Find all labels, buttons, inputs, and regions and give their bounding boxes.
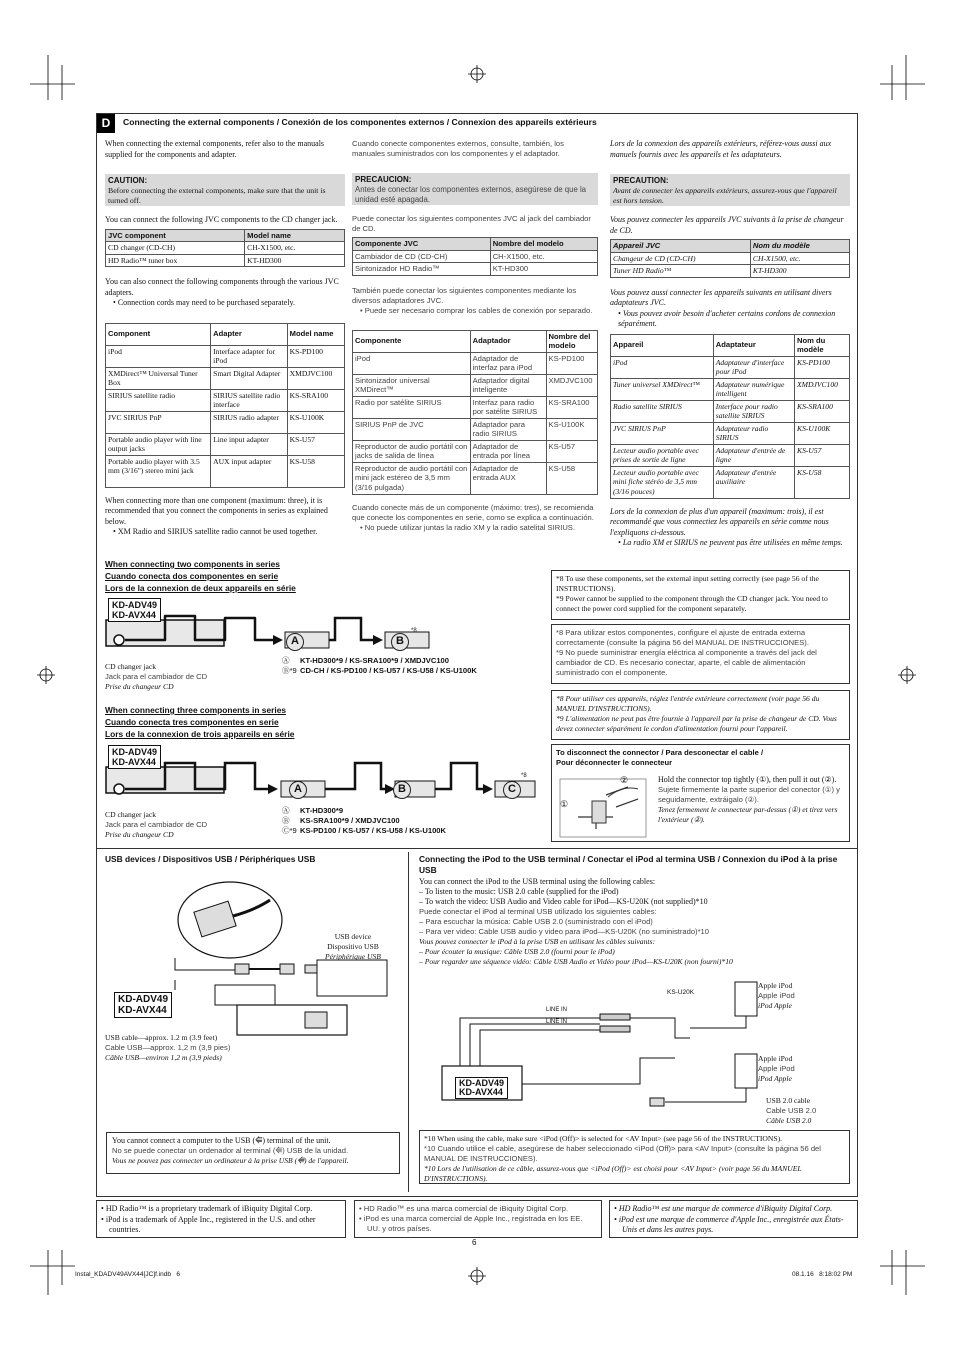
table-row: Tuner universel XMDirect™ Adaptateur numérique intelligent XMDJVC100 bbox=[611, 378, 850, 400]
paragraph: Lors de la connexion de plus d'un appareil (maximum: trois), il est recommandé que vous connectiez les appareils en série comme nous l'expliquons ci-dessous. bbox=[610, 506, 829, 537]
usb-device-label: USB device Dispositivo USB Périphérique USB bbox=[325, 932, 381, 961]
paragraph: When connecting more than one component (maximum: three), it is recommended that you connect the components in series as explained below. bbox=[105, 495, 328, 526]
table-row: SIRIUS satellite radio SIRIUS satellite radio interface KS-SRA100 bbox=[106, 389, 345, 411]
adapter-table: Component Adapter Model name iPod Interface adapter for iPod KS-PD100 XMDirect™ Universal Tuner Box Smart Digital Adapter XMDJVC100 SIRIUS satellite radio SIRIUS satellite radio interface KS-SRA100 JVC SIRIUS PnP SIRIUS radio adapter KS-U100K Portable audio player with line output jacks Line input adapter KS-U57 Portable audio player with 3.5 mm (3/16") stereo mini jack AUX input adapter KS-U58 bbox=[105, 323, 345, 488]
divider bbox=[97, 848, 857, 849]
divider bbox=[408, 852, 409, 1192]
table-row: Lecteur audio portable avec prises de sortie de ligne Adaptateur d'entrée de ligne KS-U57 bbox=[611, 444, 850, 466]
ipod-label: Apple iPod Apple iPod iPod Apple bbox=[758, 1054, 795, 1083]
caution-box: PRECAUTION: Avant de connecter les appareils extérieurs, assurez-vous que l'appareil est hors tension. bbox=[610, 174, 850, 206]
paragraph: También puede conectar los siguientes componentes mediante los diversos adaptadores JVC. bbox=[352, 285, 577, 305]
bullet-text: • Puede ser necesario comprar los cables de conexión por separado. bbox=[360, 305, 593, 315]
three-series-legend: Ⓐ KT-HD300*9 Ⓑ KS-SRA100*9 / XMDJVC100 Ⓒ*9 KS-PD100 / KS-U57 / KS-U58 / KS-U100K bbox=[282, 806, 447, 835]
disconnect-box bbox=[551, 744, 850, 842]
page-number: 6 bbox=[472, 1238, 477, 1247]
component-a-icon: A bbox=[289, 781, 307, 799]
paragraph: You can also connect the following components through the various JVC adapters. bbox=[105, 277, 339, 297]
footnote-ref: *8 bbox=[411, 628, 417, 634]
trademark-box-en: • HD Radio™ is a proprietary trademark of iBiquity Digital Corp. • iPod is a trademark of Apple Inc., registered in the U.S. and other countries. bbox=[96, 1200, 346, 1238]
ipod-title: Connecting the iPod to the USB terminal / Conectar el iPod al termina USB / Connexion du iPod à la prise USB bbox=[419, 854, 838, 875]
table-row: Reproductor de audio portátil con jacks de salida de línea Adaptador de entrada por línea KS-U57 bbox=[353, 440, 598, 462]
caution-box: PRECAUCION: Antes de conectar los componentes externos, asegúrese de que la unidad esté apagada. bbox=[352, 173, 598, 205]
ksu20k-label: KS-U20K bbox=[667, 989, 695, 996]
table-row: Tuner HD Radio™ KT-HD300 bbox=[611, 265, 850, 278]
caution-box bbox=[105, 174, 345, 206]
jack-label: CD changer jack Jack para el cambiador de CD Prise du changeur CD bbox=[105, 810, 208, 839]
jvc-component-table bbox=[105, 229, 345, 268]
jack-label: CD changer jack Jack para el cambiador de CD Prise du changeur CD bbox=[105, 662, 208, 691]
component-c-icon: C bbox=[503, 781, 521, 799]
table-row: Portable audio player with 3.5 mm (3/16") stereo mini jack AUX input adapter KS-U58 bbox=[106, 455, 345, 487]
table-row: SIRIUS PnP de JVC Adaptador para radio SIRIUS KS-U100K bbox=[353, 418, 598, 440]
paragraph: You can connect the following JVC components to the CD changer jack. bbox=[105, 215, 338, 224]
ipod-label: Apple iPod Apple iPod iPod Apple bbox=[758, 981, 795, 1010]
table-row: Lecteur audio portable avec mini fiche stéréo de 3,5 mm (3/16 pouces) Adaptateur d'entrée auxiliaire KS-U58 bbox=[611, 466, 850, 498]
table-row: JVC SIRIUS PnP Adaptateur radio SIRIUS KS-U100K bbox=[611, 422, 850, 444]
intro-text: Lors de la connexion des appareils extérieurs, référez-vous aussi aux manuels fournis avec les appareils et les adaptateurs. bbox=[610, 139, 832, 159]
footnote-ref: *8 bbox=[521, 773, 527, 779]
table-row: JVC SIRIUS PnP SIRIUS radio adapter KS-U100K bbox=[106, 411, 345, 433]
section-letter: D bbox=[97, 114, 115, 133]
table-row: Reproductor de audio portátil con mini jack estéreo de 3,5 mm (3/16 pulgada) Adaptador de entrada AUX KS-U58 bbox=[353, 462, 598, 494]
caution-text: Before connecting the external components, make sure that the unit is turned off. bbox=[108, 186, 326, 205]
jvc-component-table: Componente JVC Nombre del modelo Cambiador de CD (CD-CH) CH-X1500, etc. Sintonizador HD Radio™ KT-HD300 bbox=[352, 237, 598, 276]
bullet-text: • La radio XM et SIRIUS ne peuvent pas être utilisées en même temps. bbox=[618, 538, 843, 547]
two-series-legend: Ⓐ KT-HD300*9 / KS-SRA100*9 / XMDJVC100 Ⓑ*9 CD-CH / KS-PD100 / KS-U57 / KS-U58 / KS-U100K bbox=[282, 656, 477, 675]
table-row: HD Radio™ tuner box KT-HD300 bbox=[106, 254, 345, 267]
trademark-box-fr: • HD Radio™ est une marque de commerce d'iBiquity Digital Corp. • iPod est une marque de commerce d'Apple Inc., enregistrée aux États-Unis et dans les autres pays. bbox=[609, 1200, 858, 1238]
connector-illustration bbox=[558, 777, 648, 839]
adapter-table: Componente Adaptador Nombre del modelo iPod Adaptador de interfaz para iPod KS-PD100 Sintonizador universal XMDirect™ Adaptador digital inteligente XMDJVC100 Radio por satélite SIRIUS Interfaz para radio por satélite SIRIUS KS-SRA100 SIRIUS PnP de JVC Adaptador para radio SIRIUS KS-U100K Reproductor de audio portátil con jacks de salida de línea Adaptador de entrada por línea KS-U57 Reproductor de audio portátil con mini jack estéreo de 3,5 mm (3/16 pulgada) Adaptador de entrada AUX KS-U58 bbox=[352, 330, 598, 495]
note-box-en: *8 To use these components, set the external input setting correctly (see page 56 of the INSTRUCTIONS). *9 Power cannot be supplied to the component through the CD changer jack. You need to connect the power cord supplied for the component separately. bbox=[551, 570, 850, 620]
paragraph: Cuando conecte más de un componente (máximo: tres), se recomienda que conecte los componentes en serie, como se explica a continuación. bbox=[352, 502, 594, 522]
three-series-headings: When connecting three components in series Cuando conecta tres componentes en serie Lors de la connexion de trois appareils en série bbox=[105, 705, 295, 739]
bullet-text: • Vous pouvez avoir besoin d'acheter certains cordons de connexion séparément. bbox=[618, 308, 836, 328]
paragraph: Puede conectar los siguientes componentes JVC al jack del cambiador de CD. bbox=[352, 214, 591, 233]
caution-title: CAUTION: bbox=[108, 176, 148, 185]
unit-label: KD-ADV49 KD-AVX44 bbox=[455, 1077, 508, 1099]
component-a-icon: A bbox=[286, 633, 304, 651]
two-series-headings: When connecting two components in series Cuando conecta dos componentes en serie Lors de la connexion de deux appareils en série bbox=[105, 559, 296, 593]
table-row: XMDirect™ Universal Tuner Box Smart Digital Adapter XMDJVC100 bbox=[106, 367, 345, 389]
intro-text: Cuando conecte componentes externos, consulte, también, los manuales suministrados con los componentes y el adaptador. bbox=[352, 139, 564, 158]
step-1-marker: ① bbox=[560, 799, 569, 809]
table-row: Radio satellite SIRIUS Interface pour radio satellite SIRIUS KS-SRA100 bbox=[611, 400, 850, 422]
table-row: Changeur de CD (CD-CH) CH-X1500, etc. bbox=[611, 252, 850, 265]
column-es bbox=[352, 139, 598, 533]
table-row: iPod Interface adapter for iPod KS-PD100 bbox=[106, 345, 345, 367]
trademark-box-es: • HD Radio™ es una marca comercial de iBiquity Digital Corp. • iPod es una marca comercial de Apple Inc., registrada en los EE. UU. y otros países. bbox=[354, 1200, 602, 1238]
footer-filename: Instal_KDADV49AVX44[JC]f.indb 6 bbox=[75, 1271, 181, 1278]
paragraph: Vous pouvez aussi connecter les appareils suivants en utilisant divers adaptateurs JVC. bbox=[610, 287, 832, 307]
table-header: JVC component bbox=[106, 229, 245, 242]
jvc-component-table: Appareil JVC Nom du modèle Changeur de CD (CD-CH) CH-X1500, etc. Tuner HD Radio™ KT-HD300 bbox=[610, 239, 850, 278]
ipod-cable-note: *10 When using the cable, make sure <iPod (Off)> is selected for <AV Input> (see page 56 of the INSTRUCTIONS). *10 Cuando utilice el cable, asegúrese de haber seleccionado <iPod (Off)> para <AV Input> (consulte la página 56 del MANUAL DE INSTRUCCIONES). *10 Lors de l'utilisation de ce câble, assurez-vous que <iPod (Off)> est choisi pour <AV Input> (voir page 56 du MANUEL D'INSTRUCTIONS). bbox=[419, 1130, 850, 1184]
unit-label: KD-ADV49 KD-AVX44 bbox=[114, 992, 172, 1018]
table-row: CD changer (CD-CH) CH-X1500, etc. bbox=[106, 242, 345, 255]
usb20-label: USB 2.0 cable Cable USB 2.0 Câble USB 2.0 bbox=[766, 1096, 817, 1125]
table-row: iPod Adaptateur d'interface pour iPod KS-PD100 bbox=[611, 356, 850, 378]
step-2-marker: ② bbox=[620, 775, 629, 785]
unit-label: KD-ADV49 KD-AVX44 bbox=[108, 598, 161, 622]
component-b-icon: B bbox=[393, 781, 411, 799]
table-header: Model name bbox=[245, 229, 345, 242]
table-row: Cambiador de CD (CD-CH) CH-X1500, etc. bbox=[353, 250, 598, 263]
disconnect-text: Hold the connector top tightly (①), then pull it out (②). Sujete firmemente la parte superior del conector (①) y seguidamente, extráigalo (②). Tenez fermement le connecteur par-dessus (①) et tirez vers l'extérieur (②). bbox=[658, 775, 840, 824]
table-row: Portable audio player with line output jacks Line input adapter KS-U57 bbox=[106, 433, 345, 455]
usb-cable-label: USB cable—approx. 1.2 m (3.9 feet) Cable USB—approx. 1,2 m (3,9 pies) Câble USB—environ 1,2 m (3,9 pieds) bbox=[105, 1033, 231, 1062]
table-row: Sintonizador universal XMDirect™ Adaptador digital inteligente XMDJVC100 bbox=[353, 374, 598, 396]
footer-timestamp: 08.1.16 8:18:02 PM bbox=[792, 1271, 853, 1278]
divider bbox=[97, 1196, 857, 1197]
column-en bbox=[105, 139, 345, 538]
adapter-table: Appareil Adaptateur Nom du modèle iPod Adaptateur d'interface pour iPod KS-PD100 Tuner universel XMDirect™ Adaptateur numérique intelligent XMDJVC100 Radio satellite SIRIUS Interface pour radio satellite SIRIUS KS-SRA100 JVC SIRIUS PnP Adaptateur radio SIRIUS KS-U100K Lecteur audio portable avec prises de sortie de ligne Adaptateur d'entrée de ligne KS-U57 Lecteur audio portable avec mini fiche stéréo de 3,5 mm (3/16 pouces) Adaptateur d'entrée auxiliaire KS-U58 bbox=[610, 334, 850, 499]
column-fr bbox=[610, 139, 850, 549]
bullet-text: • Connection cords may need to be purchased separately. bbox=[113, 298, 296, 307]
line-in-label: LINE IN bbox=[546, 1007, 568, 1013]
table-row: Sintonizador HD Radio™ KT-HD300 bbox=[353, 263, 598, 276]
usb-computer-note: You cannot connect a computer to the USB (⭅) terminal of the unit. No se puede conectar un ordenador al terminal (⭅) USB de la unidad. Vous ne pouvez pas connecter un ordinateur à la prise USB (⭅) de l'appareil. bbox=[106, 1132, 400, 1174]
bullet-text: • No puede utilizar juntas la radio XM y la radio satelital SIRIUS. bbox=[360, 522, 575, 532]
note-box-es: *8 Para utilizar estos componentes, configure el ajuste de entrada externa correctamente (consulte la página 56 del MANUAL DE INSTRUCCIONES). *9 No puede suministrar energía eléctrica al componente a través del jack del cambiador de CD. Es necesario conectar, aparte, el cable de alimentación suministrado con el componente. bbox=[551, 624, 850, 684]
section-title: Connecting the external components / Conexión de los componentes externos / Connexion des appareils extérieurs bbox=[123, 117, 597, 127]
three-series-diagram bbox=[105, 745, 545, 807]
table-row: Radio por satélite SIRIUS Interfaz para radio por satélite SIRIUS KS-SRA100 bbox=[353, 396, 598, 418]
disconnect-title: To disconnect the connector / Para desconectar el cable / Pour déconnecter le connecteur bbox=[556, 748, 764, 767]
component-b-icon: B bbox=[391, 633, 409, 651]
paragraph: Vous pouvez connecter les appareils JVC suivants à la prise de changeur de CD. bbox=[610, 215, 844, 235]
line-in-label: LINE IN bbox=[546, 1019, 568, 1025]
note-box-fr: *8 Pour utiliser ces appareils, réglez l'entrée extérieure correctement (voir page 56 du MANUEL D'INSTRUCTIONS). *9 L'alimentation ne peut pas être fournie à l'appareil par la prise de changeur de CD. Vous devez connecter séparément le cordon d'alimentation fourni pour l'appareil. bbox=[551, 690, 850, 740]
usb-title: USB devices / Dispositivos USB / Périphériques USB bbox=[105, 854, 316, 864]
unit-label: KD-ADV49 KD-AVX44 bbox=[108, 745, 161, 769]
bullet-text: • XM Radio and SIRIUS satellite radio cannot be used together. bbox=[113, 527, 318, 536]
ipod-text: You can connect the iPod to the USB terminal using the following cables: – To listen to the music: USB 2.0 cable (supplied for the iPod) – To watch the video: USB Audio and Video cable for iPod—KS-U20K (not supplied)*10 Puede conectar el iPod al terminal USB utilizado los siguientes cables: – Para escuchar la música: Cable USB 2.0 (suministrado con el iPod) – Para ver video: Cable USB audio y video para iPod—KS-U20K (no suministrado)*10 Vous pouvez connecter le iPod à la prise USB en utilisant les câbles suivants: – Pour écouter la musique: Câble USB 2.0 (fourni pour le iPod) – Pour regarder une séquence vidéo: Câble USB Audio et Vidéo pour iPod—KS-U20K (non fourni)*10 bbox=[419, 877, 733, 966]
table-row: iPod Adaptador de interfaz para iPod KS-PD100 bbox=[353, 352, 598, 374]
intro-text: When connecting the external components, refer also to the manuals supplied for the components and adapter. bbox=[105, 139, 325, 159]
